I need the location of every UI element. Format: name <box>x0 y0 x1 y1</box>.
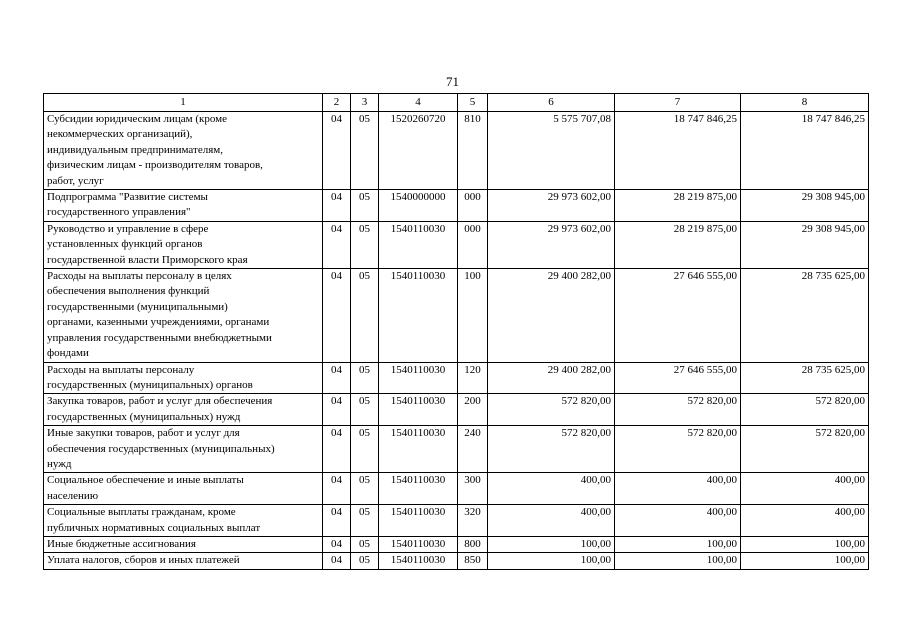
row-name: Иные закупки товаров, работ и услуг для обеспечения государственных (муниципальных) нужд <box>44 426 323 473</box>
budget-table <box>43 93 869 570</box>
row-name: Подпрограмма "Развитие системы государственного управления" <box>44 190 323 222</box>
row-name: Субсидии юридическим лицам (кроме некоммерческих организаций), индивидуальным предпринимателям, физическим лицам - производителям товаров, работ, услуг <box>44 112 323 190</box>
code-cell: 04 <box>323 190 351 222</box>
table-row <box>44 505 869 537</box>
column-header: 7 <box>615 94 741 112</box>
code-cell: 320 <box>458 505 488 537</box>
amount-cell: 400,00 <box>488 505 615 537</box>
row-name: Социальные выплаты гражданам, кроме публичных нормативных социальных выплат <box>44 505 323 537</box>
code-cell: 05 <box>351 269 379 362</box>
code-cell: 05 <box>351 112 379 190</box>
code-cell: 1540110030 <box>379 426 458 473</box>
amount-cell: 100,00 <box>488 553 615 569</box>
row-name: Закупка товаров, работ и услуг для обеспечения государственных (муниципальных) нужд <box>44 394 323 426</box>
row-name: Расходы на выплаты персоналу государственных (муниципальных) органов <box>44 362 323 394</box>
code-cell: 04 <box>323 362 351 394</box>
table-row <box>44 473 869 505</box>
amount-cell: 400,00 <box>615 505 741 537</box>
amount-cell: 400,00 <box>741 473 869 505</box>
code-cell: 05 <box>351 362 379 394</box>
code-cell: 1540110030 <box>379 394 458 426</box>
header-row <box>44 94 869 112</box>
code-cell: 1540110030 <box>379 269 458 362</box>
code-cell: 04 <box>323 553 351 569</box>
row-name: Социальное обеспечение и иные выплаты населению <box>44 473 323 505</box>
amount-cell: 29 973 602,00 <box>488 190 615 222</box>
page-number: 71 <box>446 74 459 89</box>
amount-cell: 18 747 846,25 <box>741 112 869 190</box>
column-header: 1 <box>44 94 323 112</box>
amount-cell: 572 820,00 <box>741 394 869 426</box>
code-cell: 04 <box>323 426 351 473</box>
code-cell: 240 <box>458 426 488 473</box>
table-row <box>44 394 869 426</box>
code-cell: 04 <box>323 269 351 362</box>
code-cell: 04 <box>323 394 351 426</box>
code-cell: 1540000000 <box>379 190 458 222</box>
code-cell: 300 <box>458 473 488 505</box>
code-cell: 05 <box>351 190 379 222</box>
code-cell: 04 <box>323 221 351 268</box>
code-cell: 1540110030 <box>379 536 458 552</box>
code-cell: 04 <box>323 536 351 552</box>
column-header: 6 <box>488 94 615 112</box>
column-header: 5 <box>458 94 488 112</box>
column-header: 2 <box>323 94 351 112</box>
table-row <box>44 269 869 362</box>
amount-cell: 27 646 555,00 <box>615 269 741 362</box>
code-cell: 1540110030 <box>379 362 458 394</box>
amount-cell: 572 820,00 <box>615 426 741 473</box>
amount-cell: 27 646 555,00 <box>615 362 741 394</box>
code-cell: 120 <box>458 362 488 394</box>
column-header: 8 <box>741 94 869 112</box>
amount-cell: 28 735 625,00 <box>741 269 869 362</box>
code-cell: 810 <box>458 112 488 190</box>
table-row <box>44 221 869 268</box>
table-row <box>44 553 869 569</box>
amount-cell: 5 575 707,08 <box>488 112 615 190</box>
code-cell: 1540110030 <box>379 473 458 505</box>
amount-cell: 28 219 875,00 <box>615 221 741 268</box>
code-cell: 1540110030 <box>379 221 458 268</box>
code-cell: 04 <box>323 112 351 190</box>
table-row <box>44 536 869 552</box>
table-row <box>44 112 869 190</box>
code-cell: 05 <box>351 553 379 569</box>
code-cell: 200 <box>458 394 488 426</box>
code-cell: 100 <box>458 269 488 362</box>
code-cell: 800 <box>458 536 488 552</box>
amount-cell: 29 400 282,00 <box>488 269 615 362</box>
amount-cell: 18 747 846,25 <box>615 112 741 190</box>
code-cell: 850 <box>458 553 488 569</box>
amount-cell: 400,00 <box>615 473 741 505</box>
amount-cell: 100,00 <box>488 536 615 552</box>
table-row <box>44 426 869 473</box>
amount-cell: 100,00 <box>615 536 741 552</box>
table-row <box>44 362 869 394</box>
column-header: 3 <box>351 94 379 112</box>
amount-cell: 29 400 282,00 <box>488 362 615 394</box>
code-cell: 000 <box>458 221 488 268</box>
code-cell: 1540110030 <box>379 505 458 537</box>
amount-cell: 29 973 602,00 <box>488 221 615 268</box>
amount-cell: 29 308 945,00 <box>741 190 869 222</box>
row-name: Руководство и управление в сфере установленных функций органов государственной власти Приморского края <box>44 221 323 268</box>
amount-cell: 572 820,00 <box>741 426 869 473</box>
code-cell: 000 <box>458 190 488 222</box>
code-cell: 05 <box>351 221 379 268</box>
code-cell: 05 <box>351 426 379 473</box>
amount-cell: 100,00 <box>741 553 869 569</box>
amount-cell: 100,00 <box>615 553 741 569</box>
code-cell: 1540110030 <box>379 553 458 569</box>
row-name: Уплата налогов, сборов и иных платежей <box>44 553 323 569</box>
amount-cell: 100,00 <box>741 536 869 552</box>
row-name: Расходы на выплаты персоналу в целях обеспечения выполнения функций государственными (муниципальными) органами, казенными учреждениями, органами управления государственными внебюджетными фондами <box>44 269 323 362</box>
amount-cell: 29 308 945,00 <box>741 221 869 268</box>
amount-cell: 400,00 <box>488 473 615 505</box>
amount-cell: 400,00 <box>741 505 869 537</box>
column-header: 4 <box>379 94 458 112</box>
amount-cell: 572 820,00 <box>488 426 615 473</box>
amount-cell: 28 735 625,00 <box>741 362 869 394</box>
code-cell: 04 <box>323 505 351 537</box>
code-cell: 05 <box>351 473 379 505</box>
code-cell: 05 <box>351 536 379 552</box>
code-cell: 04 <box>323 473 351 505</box>
amount-cell: 572 820,00 <box>488 394 615 426</box>
table-row <box>44 190 869 222</box>
amount-cell: 28 219 875,00 <box>615 190 741 222</box>
code-cell: 05 <box>351 394 379 426</box>
code-cell: 1520260720 <box>379 112 458 190</box>
row-name: Иные бюджетные ассигнования <box>44 536 323 552</box>
code-cell: 05 <box>351 505 379 537</box>
amount-cell: 572 820,00 <box>615 394 741 426</box>
